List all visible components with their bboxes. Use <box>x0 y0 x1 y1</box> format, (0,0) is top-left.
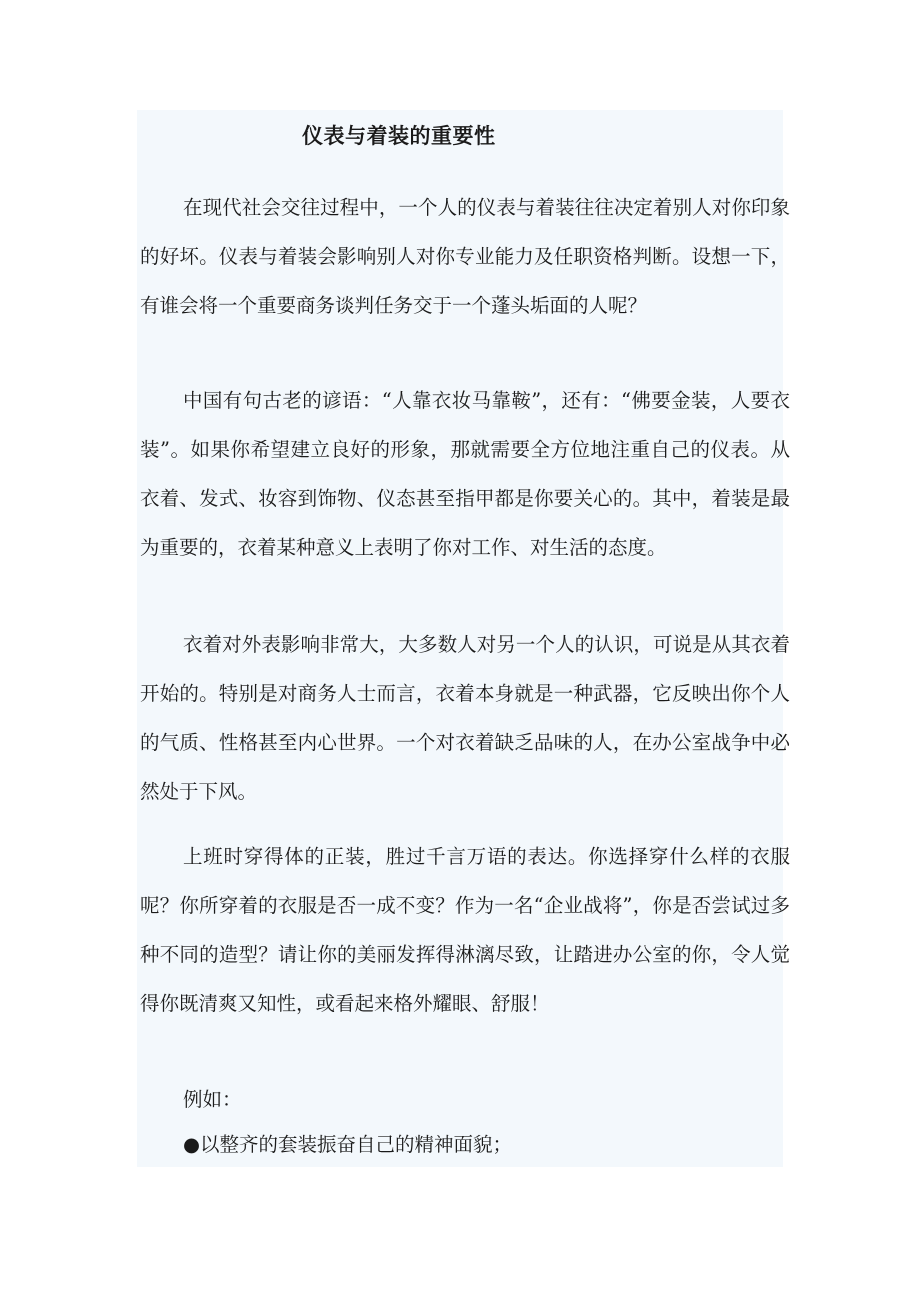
paragraph-4: 上班时穿得体的正装，胜过千言万语的表达。你选择穿什么样的衣服呢？你所穿着的衣服是否一成不变？作为一名“企业战将”，你是否尝试过多种不同的造型？请让你的美丽发挥得淋漓尽致，让踏进办公室的你，令人觉得你既清爽又知性，或看起来格外耀眼、舒服！ <box>140 845 790 1015</box>
paragraph-3: 衣着对外表影响非常大，大多数人对另一个人的认识，可说是从其衣着开始的。特别是对商务人士而言，衣着本身就是一种武器，它反映出你个人的气质、性格甚至内心世界。一个对衣着缺乏品味的人，在办公室战争中必然处于下风。 <box>140 633 790 803</box>
example-label: 例如： <box>183 1088 242 1111</box>
bullet-item: ●以整齐的套装振奋自己的精神面貌； <box>183 1133 513 1156</box>
paragraph-1: 在现代社会交往过程中，一个人的仪表与着装往往决定着别人对你印象的好坏。仪表与着装会影响别人对你专业能力及任职资格判断。设想一下，有谁会将一个重要商务谈判任务交于一个蓬头垢面的人呢？ <box>140 196 790 317</box>
document-title: 仪表与着装的重要性 <box>302 123 496 148</box>
paragraph-2: 中国有句古老的谚语：“人靠衣妆马靠鞍”，还有：“佛要金装，人要衣装”。如果你希望建立良好的形象，那就需要全方位地注重自己的仪表。从衣着、发式、妆容到饰物、仪态甚至指甲都是你要关心的。其中，着装是最为重要的，衣着某种意义上表明了你对工作、对生活的态度。 <box>140 389 790 559</box>
